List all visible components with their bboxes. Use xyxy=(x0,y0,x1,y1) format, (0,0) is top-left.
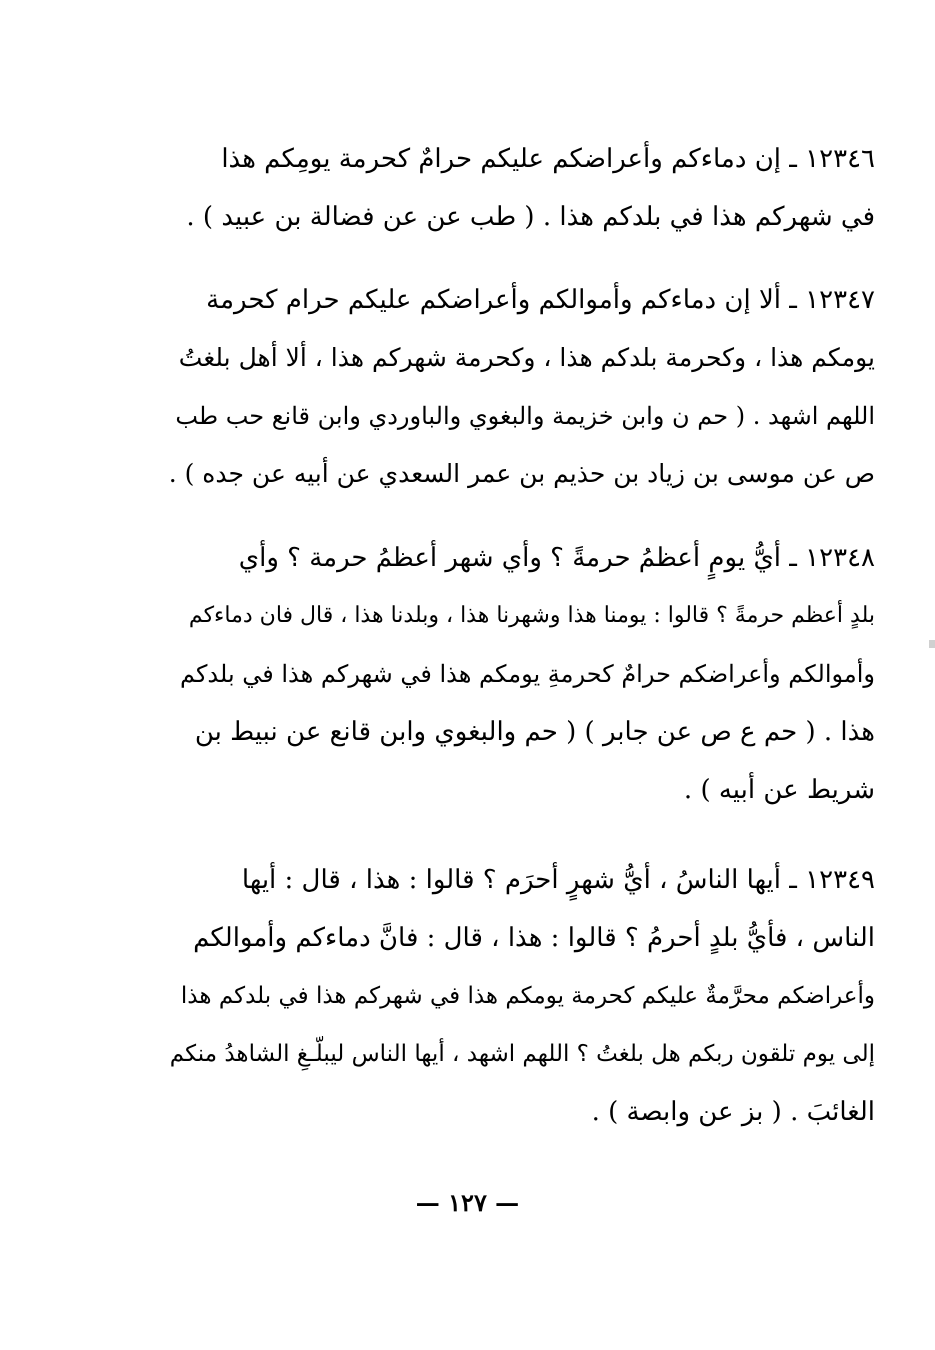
hadith-12347 xyxy=(160,271,875,503)
text-line: الغائبَ . ( بز عن وابصة ) . xyxy=(591,1097,875,1127)
text-line: وأموالكم وأعراضكم حرامٌ كحرمةِ يومكم هذا في شهركم هذا في بلدكم xyxy=(180,660,875,688)
text-line: بلدٍ أعظم حرمةً ؟ قالوا : يومنا هذا وشهرنا هذا ، وبلدنا هذا ، قال فان دماءكم xyxy=(188,603,875,628)
text-line: إلى يوم تلقون ربكم هل بلغتُ ؟ اللهم اشهد ، أيها الناس ليبلّـغِ الشاهدُ منكم xyxy=(169,1041,875,1067)
text-line: اللهم اشهد . ( حم ن وابن خزيمة والبغوي والباوردي وابن قانع حب طب xyxy=(175,402,875,430)
text-line: هذا . ( حم ع ص عن جابر ) ( حم والبغوي وابن قانع عن نبيط بن xyxy=(194,717,875,747)
text-line: شريط عن أبيه ) . xyxy=(683,775,875,805)
text-line: يومكم هذا ، وكحرمة بلدكم هذا ، وكحرمة شهركم هذا ، ألا أهل بلغتُ xyxy=(178,343,875,372)
text-line: وأعراضكم محرَّمةٌ عليكم كحرمة يومكم هذا في شهركم هذا في بلدكم هذا xyxy=(180,983,875,1009)
scan-edge-mark xyxy=(929,640,935,648)
text-line: ١٢٣٤٧ ـ ألا إن دماءكم وأموالكم وأعراضكم عليكم حرام كحرمة xyxy=(206,285,875,315)
hadith-12349 xyxy=(160,851,875,1141)
text-line: ١٢٣٤٨ ـ أيُّ يومٍ أعظمُ حرمةً ؟ وأي شهر أعظمُ حرمة ؟ وأي xyxy=(238,543,875,573)
text-line: ١٢٣٤٩ ـ أيها الناسُ ، أيُّ شهرٍ أحرَم ؟ قالوا : هذا ، قال : أيها xyxy=(241,865,875,895)
hadith-12348 xyxy=(160,529,875,819)
text-line: ص عن موسى بن زياد بن حذيم بن عمر السعدي عن أبيه عن جده ) . xyxy=(168,459,875,488)
hadith-12346 xyxy=(160,130,875,246)
text-line: الناس ، فأيُّ بلدٍ أحرمُ ؟ قالوا : هذا ، قال : فانَّ دماءكم وأموالكم xyxy=(193,923,875,953)
text-line: ١٢٣٤٦ ـ إن دماءكم وأعراضكم عليكم حرامٌ كحرمة يومِكم هذا xyxy=(221,144,875,174)
page-number: — ١٢٧ — xyxy=(415,1188,520,1217)
text-line: في شهركم هذا في بلدكم هذا . ( طب عن عن فضالة بن عبيد ) . xyxy=(186,202,875,232)
